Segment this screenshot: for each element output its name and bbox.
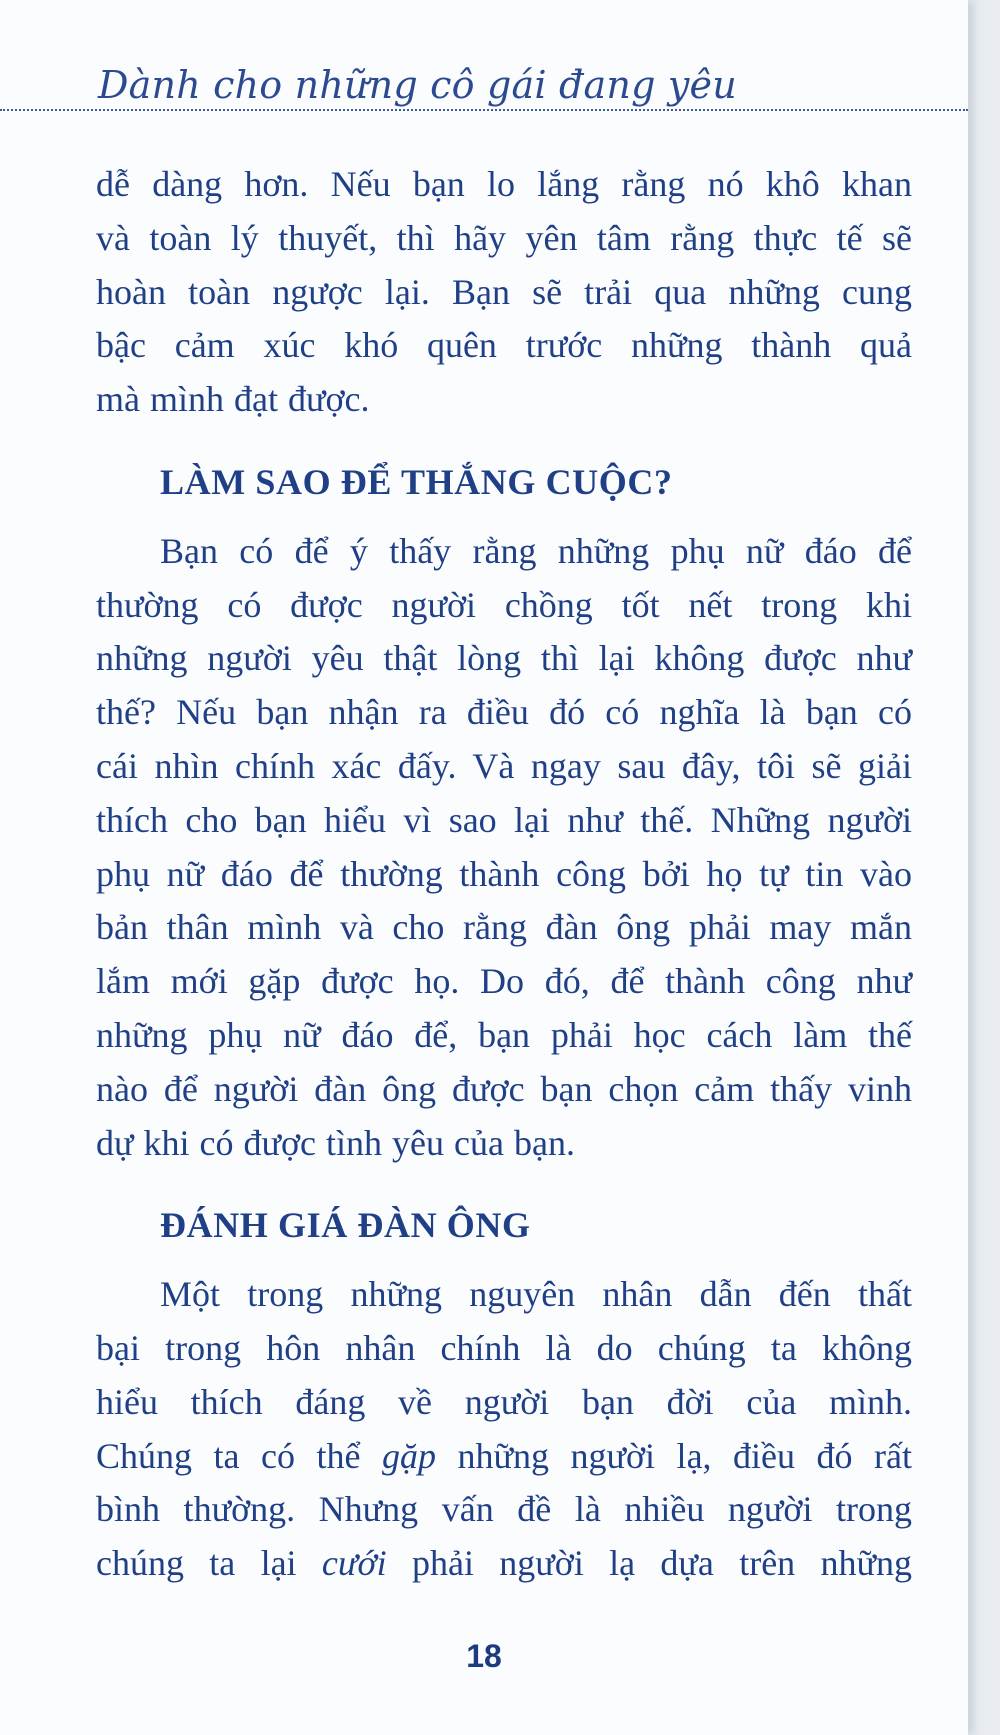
text-line: nào để người đàn ông được bạn chọn cảm thấy vinh	[96, 1068, 912, 1109]
section-heading: LÀM SAO ĐỂ THẮNG CUỘC?	[160, 461, 673, 502]
text-line: thế? Nếu bạn nhận ra điều đó có nghĩa là bạn có	[96, 692, 912, 733]
text-line: những người yêu thật lòng thì lại không được như	[96, 638, 912, 679]
text-line: thích cho bạn hiểu vì sao lại như thế. Những người	[96, 799, 912, 840]
emphasis-gap: gặp	[381, 1435, 436, 1476]
text-line: phụ nữ đáo để thường thành công bởi họ tự tin vào	[96, 853, 912, 894]
text-line-with-emphasis	[96, 1430, 912, 1484]
running-header: Dành cho những cô gái đang yêu	[98, 63, 737, 107]
spacer	[96, 510, 912, 525]
emphasis-cuoi: cưới	[321, 1543, 387, 1584]
section-heading: ĐÁNH GIÁ ĐÀN ÔNG	[160, 1205, 531, 1246]
text-line: cái nhìn chính xác đấy. Và ngay sau đây, tôi sẽ giải	[96, 745, 912, 786]
text-line: dễ dàng hơn. Nếu bạn lo lắng rằng nó khô khan	[96, 164, 912, 204]
section-1-paragraph	[96, 525, 912, 1171]
text-segment: chúng ta lại	[96, 1543, 322, 1584]
page-number: 18	[466, 1638, 502, 1674]
text-line: bậc cảm xúc khó quên trước những thành quả	[96, 325, 912, 366]
text-line: và toàn lý thuyết, thì hãy yên tâm rằng thực tế sẽ	[96, 217, 912, 258]
text-line: dự khi có được tình yêu của bạn.	[96, 1122, 575, 1163]
text-line: Bạn có để ý thấy rằng những phụ nữ đáo để	[160, 530, 912, 571]
page-body	[96, 158, 912, 1591]
text-line: mà mình đạt được.	[96, 379, 370, 420]
text-line: bình thường. Nhưng vấn đề là nhiều người trong	[96, 1489, 912, 1530]
spacer	[96, 427, 912, 456]
spacer	[96, 1253, 912, 1268]
text-segment: phải người lạ dựa trên những	[386, 1543, 912, 1584]
text-line-with-emphasis	[96, 1537, 912, 1591]
paragraph-continued	[96, 158, 912, 427]
spacer	[96, 1170, 912, 1199]
text-line: hoàn toàn ngược lại. Bạn sẽ trải qua những cung	[96, 271, 912, 312]
text-line: Một trong những nguyên nhân dẫn đến thất	[160, 1274, 912, 1315]
section-2-paragraph	[96, 1268, 912, 1591]
text-line: hiểu thích đáng về người bạn đời của mình.	[96, 1381, 912, 1422]
header-dotted-rule	[0, 109, 968, 111]
text-line: bản thân mình và cho rằng đàn ông phải may mắn	[96, 907, 912, 948]
text-line: thường có được người chồng tốt nết trong khi	[96, 584, 912, 625]
text-segment: Chúng ta có thể	[96, 1435, 382, 1476]
text-segment: những người lạ, điều đó rất	[435, 1435, 913, 1476]
text-line: những phụ nữ đáo để, bạn phải học cách làm thế	[96, 1014, 912, 1055]
text-line: bại trong hôn nhân chính là do chúng ta không	[96, 1327, 912, 1368]
text-line: lắm mới gặp được họ. Do đó, để thành công như	[96, 961, 912, 1002]
